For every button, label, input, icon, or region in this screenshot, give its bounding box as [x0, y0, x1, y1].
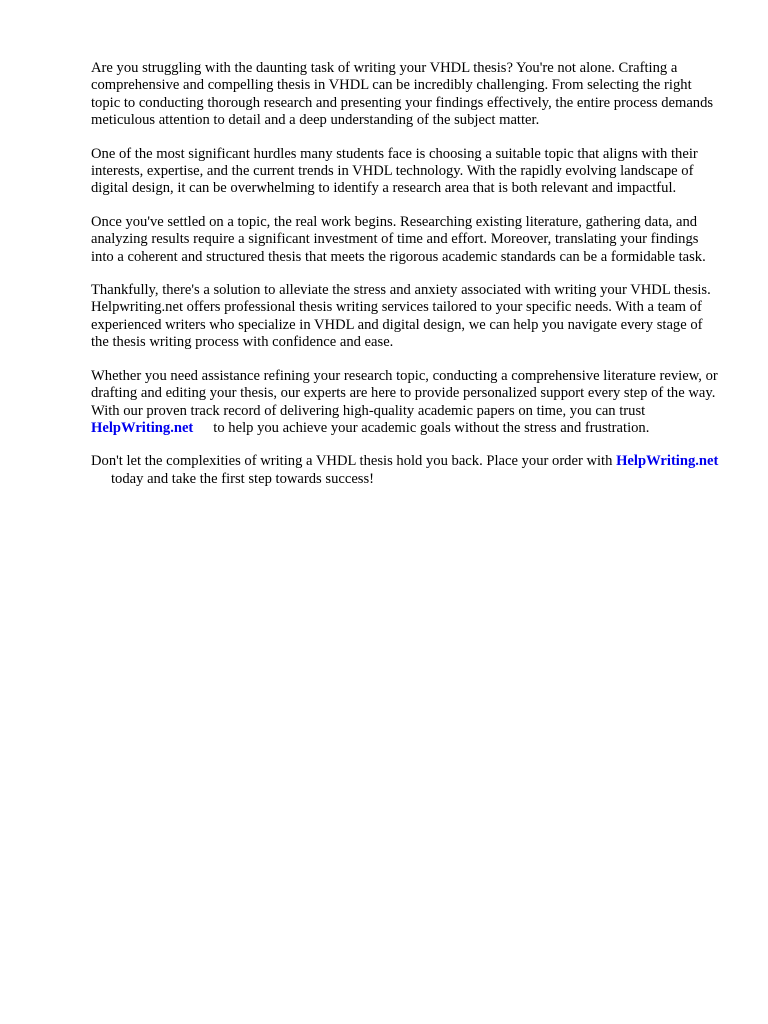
paragraph-topic-hurdles: One of the most significant hurdles many students face is choosing a suitable topic that aligns with their interests, expertise, and the current trends in VHDL technology. With the rapidly evolving landscape of digital design, it can be overwhelming to identify a research area that is both relevant and impactful. — [91, 145, 698, 197]
paragraph-cta-text: Don't let the complexities of writing a VHDL thesis hold you back. Place your order with — [91, 453, 613, 470]
document-body — [91, 60, 723, 504]
paragraph-assistance — [91, 368, 723, 438]
paragraph-intro: Are you struggling with the daunting task of writing your VHDL thesis? You're not alone. Crafting a comprehensive and compelling thesis in VHDL can be incredibly challenging. From selecting the right topic to conducting thorough research and presenting your findings effectively, the entire process demands meticulous attention to detail and a deep understanding of the subject matter. — [91, 60, 714, 129]
paragraph-call-to-action — [91, 453, 723, 488]
helpwriting-order-link[interactable]: HelpWriting.net — [616, 453, 719, 470]
paragraph-assistance-text: Whether you need assistance refining your research topic, conducting a comprehensive literature review, or drafting and editing your thesis, our experts are here to provide personalized support every step of the way. With our proven track record of delivering high-quality academic papers on time, you can trust — [91, 367, 718, 419]
paragraph-assistance-text-end: to help you achieve your academic goals without the stress and frustration. — [213, 419, 650, 436]
paragraph-solution: Thankfully, there's a solution to alleviate the stress and anxiety associated with writing your VHDL thesis. Helpwriting.net offers professional thesis writing services tailored to your specific needs. With a team of experienced writers who specialize in VHDL and digital design, we can help you navigate every stage of the thesis writing process with confidence and ease. — [91, 282, 711, 351]
helpwriting-link[interactable]: HelpWriting.net — [91, 419, 194, 436]
paragraph-cta-text-end: today and take the first step towards success! — [111, 470, 375, 487]
paragraph-research-work: Once you've settled on a topic, the real work begins. Researching existing literature, gathering data, and analyzing results require a significant investment of time and effort. Moreover, translating your findings into a coherent and structured thesis that meets the rigorous academic standards can be a formidable task. — [91, 213, 706, 265]
